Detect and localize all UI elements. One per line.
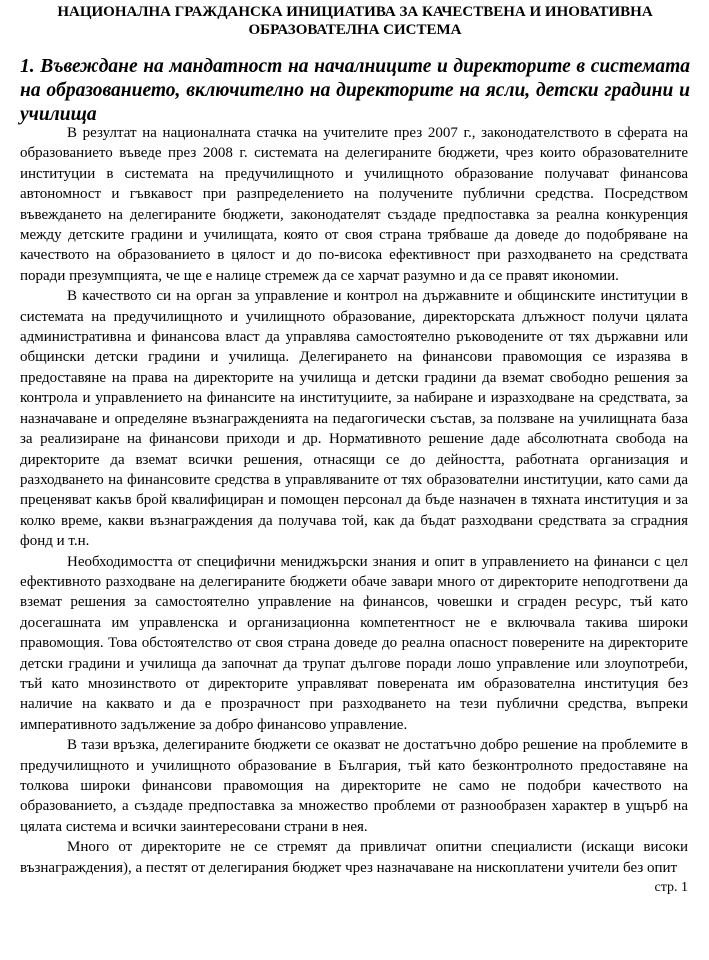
paragraph-2: В качеството си на орган за управление и контрол на държавните и общинските институции в системата на предучилищното и училищното образование, директорската длъжност получи цялата административна и финансова власт да управлява самостоятелно ръководените от тях държавни или общински детски градини и училища. Делегирането на финансови правомощия се изразява в предоставяне на права на директорите на училища и детски градини да вземат свободно решения за контрола и управлението на финансите на институциите, за набиране и изразходване на средствата, за назначаване и определяне възнагражденията на педагогически състав, за ползване на училищната база за реализиране на финансови приходи и др. Нормативното решение даде абсолютната свобода на директорите да вземат всички решения, отнасящи се до дейността, работната организация и разходването на финансовите средства в управляваните от тях образователни институции, като сами да преценяват какъв брой квалифициран и помощен персонал да бъде назначен в тяхната институция и за колко време, какви възнаграждения да получава той, как да бъдат разходвани средствата за сградния фонд и т.н. (20, 288, 688, 550)
paragraph-3: Необходимостта от специфични мениджърски знания и опит в управлението на финанси с цел ефективното разходване на делегираните бюджети обаче завари много от директорите неподготвени да вземат решения за самостоятелно управление на финансов, човешки и сграден ресурс, тъй като досегашната им управленска и организационна компетентност не е включвала такива широки правомощия. Това обстоятелство от своя страна доведе до реална опасност поверените на директорите детски градини и училища да започнат да трупат дългове поради лошо управление или злоупотреби, тъй като мнозинството от директорите управляват поверената им образователна институция без наличие на каквато и да е прозрачност при разходването на тези публични средства, въпреки императивното задължение за добро финансово управление. (20, 553, 688, 733)
paragraph-1: В резултат на националната стачка на учителите през 2007 г., законодателството в сферата на образованието въведе през 2008 г. системата на делегираните бюджети, чрез които образователните институции в системата на предучилищното и училищното образование получават финансова автономност и гъвкавост при разпределението на получените публични средства. Посредством въвеждането на делегираните бюджети, законодателят създаде предпоставка за реална конкуренция между детските градини и училищата, която от своя страна трябваше да доведе до подобряване на качеството на образованието в цялост и до по-висока ефективност при разходването на средствата поради презумпцията, че ще е налице стремеж да се харчат разумно и да се правят икономии. (20, 125, 688, 284)
paragraph-5: Много от директорите не се стремят да привличат опитни специалисти (искащи високи възнаграждения), а пестят от делегирания бюджет чрез назначаване на нископлатени учители без опит (20, 839, 688, 876)
section-heading: 1. Въвеждане на мандатност на началниците и директорите в системата на образованието, включително на директорите на ясли, детски градини и училища (20, 56, 690, 125)
document-title-line-2: ОБРАЗОВАТЕЛНА СИСТЕМА (248, 22, 462, 38)
paragraph-4: В тази връзка, делегираните бюджети се оказват не достатъчно добро решение на проблемите в предучилищното и училищното образование в България, тъй като безконтролното предоставяне на толкова широки финансови правомощия на директорите не само не подобри качеството на образованието, а създаде предпоставка за множество проблеми от разнообразен характер в ущърб на цялата система и всички заинтересовани страни в нея. (20, 737, 688, 835)
document-title (20, 3, 690, 39)
document-body (20, 123, 688, 878)
page-number: стр. 1 (654, 880, 688, 895)
document-title-line-1: НАЦИОНАЛНА ГРАЖДАНСКА ИНИЦИАТИВА ЗА КАЧЕСТВЕНА И ИНОВАТИВНА (57, 4, 653, 20)
